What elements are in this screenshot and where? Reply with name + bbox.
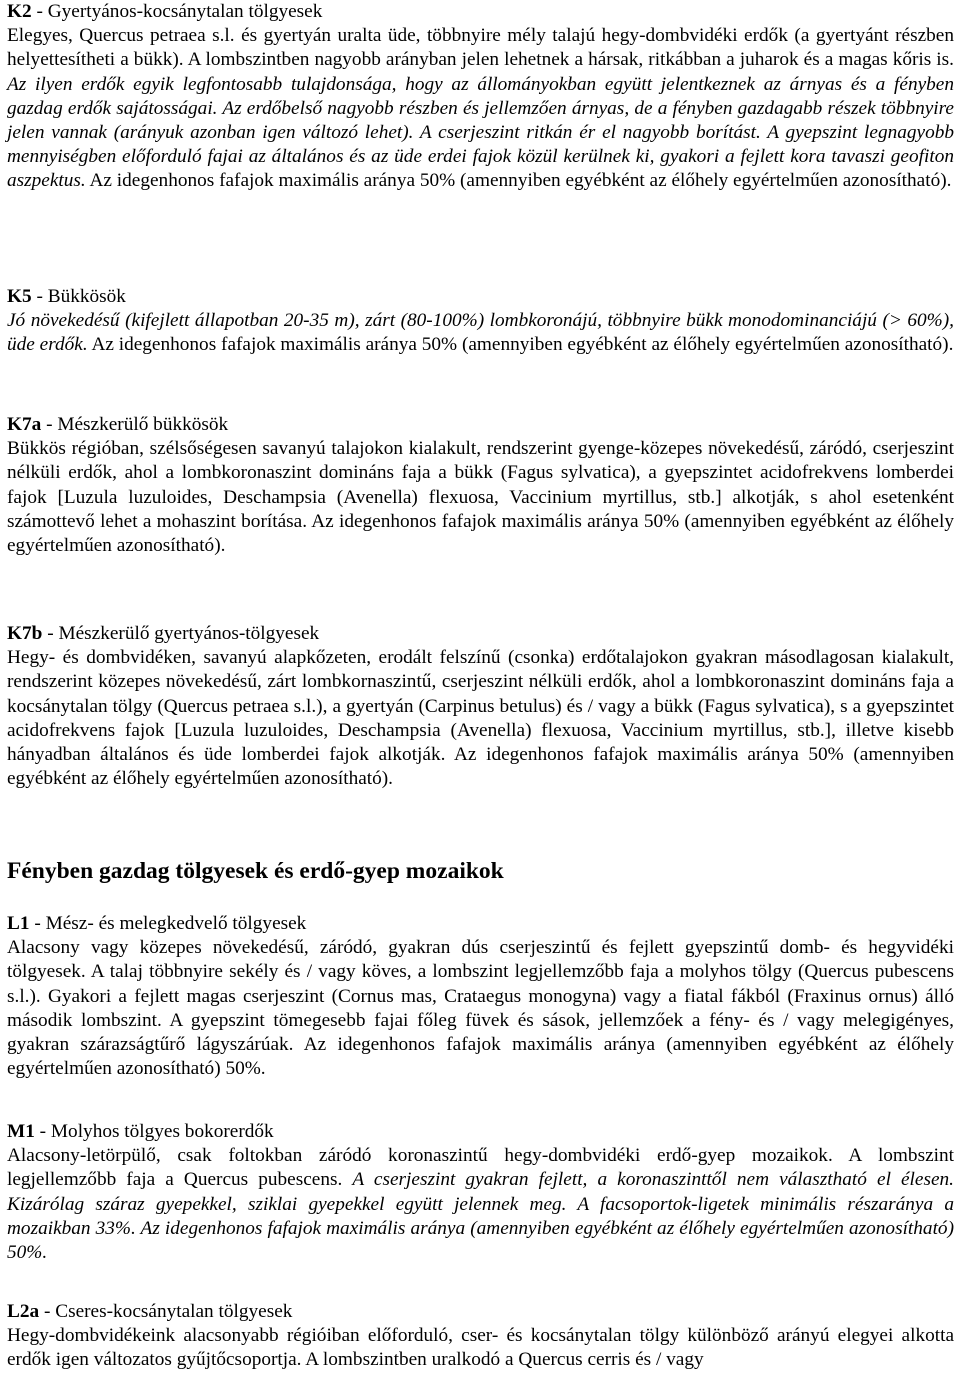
description-tail: Az idegenhonos fafajok maximális aránya 50% (amennyiben egyébként az élőhely egyértelműen azonosítható). [89, 170, 952, 192]
habitat-code: K7a [7, 414, 42, 435]
heading-separator: - [41, 414, 58, 435]
entry-description [7, 437, 954, 558]
habitat-entry-k5 [7, 285, 954, 358]
entry-description [7, 1144, 954, 1265]
heading-separator: - [42, 623, 59, 644]
heading-separator: - [39, 1301, 56, 1322]
section-heading: Fényben gazdag tölgyesek és erdő-gyep mozaikok [7, 858, 504, 884]
habitat-code: K5 [7, 286, 32, 307]
habitat-entry-l1 [7, 912, 954, 1081]
heading-separator: - [31, 286, 48, 307]
habitat-title: Mészkerülő gyertyános-tölgyesek [58, 623, 320, 644]
description-italic: A cserjeszint gyakran fejlett, a koronaszinttől nem választható el élesen. Kizárólag száraz gyepekkel, sziklai gyepekkel együtt jelennek meg. A facsoportok-ligetek minimális részaránya a mozaikban 33%. Az idegenhonos fafajok maximális aránya (amennyiben egyébként az élőhely egyértelműen azonosítható) 50%. [7, 1169, 954, 1264]
description-upright: Bükkös régióban, szélsőségesen savanyú talajokon kialakult, rendszerint gyenge-közepes növekedésű, záródó, cserjeszint nélküli erdők, ahol a lombkoronaszint domináns faja a bükk (Fagus sylvatica), a gyepszintet acidofrekvens lomberdei fajok [Luzula luzuloides, Deschampsia (Avenella) flexuosa, Vaccinium myrtillus, stb.] alkotják, s ahol esetenként számottevő lehet a mohaszint borítása. Az idegenhonos fafajok maximális aránya 50% (amennyiben egyébként az élőhely egyértelműen azonosítható). [7, 438, 954, 557]
entry-heading [7, 413, 954, 437]
entry-description [7, 309, 954, 357]
habitat-title: Mész- és melegkedvelő tölgyesek [45, 913, 307, 934]
habitat-code: K2 [7, 1, 32, 22]
entry-description [7, 936, 954, 1081]
habitat-title: Gyertyános-kocsánytalan tölgyesek [47, 1, 323, 22]
habitat-code: L2a [7, 1301, 40, 1322]
description-upright: Alacsony-letörpülő, csak foltokban záródó koronaszintű hegy-dombvidéki erdő-gyep mozaikok. A lombszint legjellemzőbb faja a Quercus pubescens. [7, 1145, 954, 1191]
habitat-title: Molyhos tölgyes bokorerdők [50, 1121, 274, 1142]
description-upright: Elegyes, Quercus petraea s.l. és gyertyán uralta üde, többnyire mély talajú hegy-dombvidéki erdők (a gyertyánt részben helyettesítheti a bükk). A lombszintben nagyobb arányban jelen lehetnek a hársak, ritkábban a juharok és a magas kőris is. [7, 25, 954, 71]
description-italic: Az ilyen erdők egyik legfontosabb tulajdonsága, hogy az állományokban együtt jelentkeznek az árnyas és a fényben gazdag erdők sajátosságai. Az erdőbelső nagyobb részben és jellemzően árnyas, de a fényben gazdagabb részek többnyire jelen vannak (arányuk azonban igen változó lehet). A cserjeszint ritkán ér el nagyobb borítást. A gyepszint legnagyobb mennyiségben előforduló fajai az általános és az üde erdei fajok közül kerülnek ki, gyakori a fejlett kora tavaszi geofiton aszpektus. [7, 73, 954, 192]
habitat-code: L1 [7, 913, 30, 934]
habitat-title: Mészkerülő bükkösök [57, 414, 229, 435]
habitat-entry-m1 [7, 1120, 954, 1265]
habitat-code: M1 [7, 1121, 35, 1142]
entry-heading [7, 912, 954, 936]
habitat-code: K7b [7, 623, 43, 644]
description-upright: Alacsony vagy közepes növekedésű, záródó, gyakran dús cserjeszintű és fejlett gyepszintű domb- és hegyvidéki tölgyesek. A talaj többnyire sekély és / vagy köves, a lombszint legjellemzőbb faja a molyhos tölgy (Quercus pubescens s.l.). Gyakori a fejlett magas cserjeszint (Cornus mas, Crataegus monogyna) vagy a fiatal fákból (Fraxinus ornus) álló második lombszint. A gyepszint tömegesebb fajai főleg füvek és sások, jellemzőek a fény- és / vagy melegigényes, gyakran szárazságtűrő lágyszárúak. Az idegenhonos fafajok maximális aránya (amennyiben egyébként az élőhely egyértelműen azonosítható) 50%. [7, 937, 954, 1080]
description-upright: Hegy-dombvidékeink alacsonyabb régióiban előforduló, cser- és kocsánytalan tölgy különböző arányú elegyei alkotta erdők igen változatos gyűjtőcsoportja. A lombszintben uralkodó a Quercus cerris és / vagy [7, 1325, 954, 1371]
habitat-entry-l2a [7, 1300, 954, 1373]
description-tail: Az idegenhonos fafajok maximális aránya 50% (amennyiben egyébként az élőhely egyértelműen azonosítható). [91, 334, 954, 356]
habitat-entry-k7b [7, 622, 954, 791]
entry-heading [7, 622, 954, 646]
heading-separator: - [29, 913, 46, 934]
habitat-title: Bükkösök [47, 286, 126, 307]
heading-separator: - [31, 1, 48, 22]
entry-heading [7, 285, 954, 309]
entry-heading [7, 1120, 954, 1144]
entry-description [7, 24, 954, 193]
habitat-entry-k7a [7, 413, 954, 558]
entry-heading [7, 1300, 954, 1324]
habitat-title: Cseres-kocsánytalan tölgyesek [55, 1301, 293, 1322]
entry-description [7, 646, 954, 791]
entry-description [7, 1324, 954, 1372]
description-upright: Hegy- és dombvidéken, savanyú alapkőzeten, erodált felszínű (csonka) erdőtalajokon gyakran másodlagosan kialakult, rendszerint közepes növekedésű, zárt lombkornaszintű, cserjeszint nélküli erdők, ahol a lombkoronaszint domináns faja a kocsánytalan tölgy (Quercus petraea s.l.), a gyertyán (Carpinus betulus) és / vagy a bükk (Fagus sylvatica), s a gyepszintet acidofrekvens fajok [Luzula luzuloides, Deschampsia (Avenella) flexuosa, Vaccinium myrtillus, stb.], illetve kisebb hányadban általános és üde lomberdei fajok alkotják. Az idegenhonos fafajok maximális aránya 50% (amennyiben egyébként az élőhely egyértelműen azonosítható). [7, 647, 954, 790]
entry-heading [7, 0, 954, 24]
description-italic: Jó növekedésű (kifejlett állapotban 20-35 m), zárt (80-100%) lombkoronájú, többnyire bükk monodominanciájú (> 60%), üde erdők. [7, 310, 954, 356]
heading-separator: - [34, 1121, 51, 1142]
habitat-entry-k2 [7, 0, 954, 194]
